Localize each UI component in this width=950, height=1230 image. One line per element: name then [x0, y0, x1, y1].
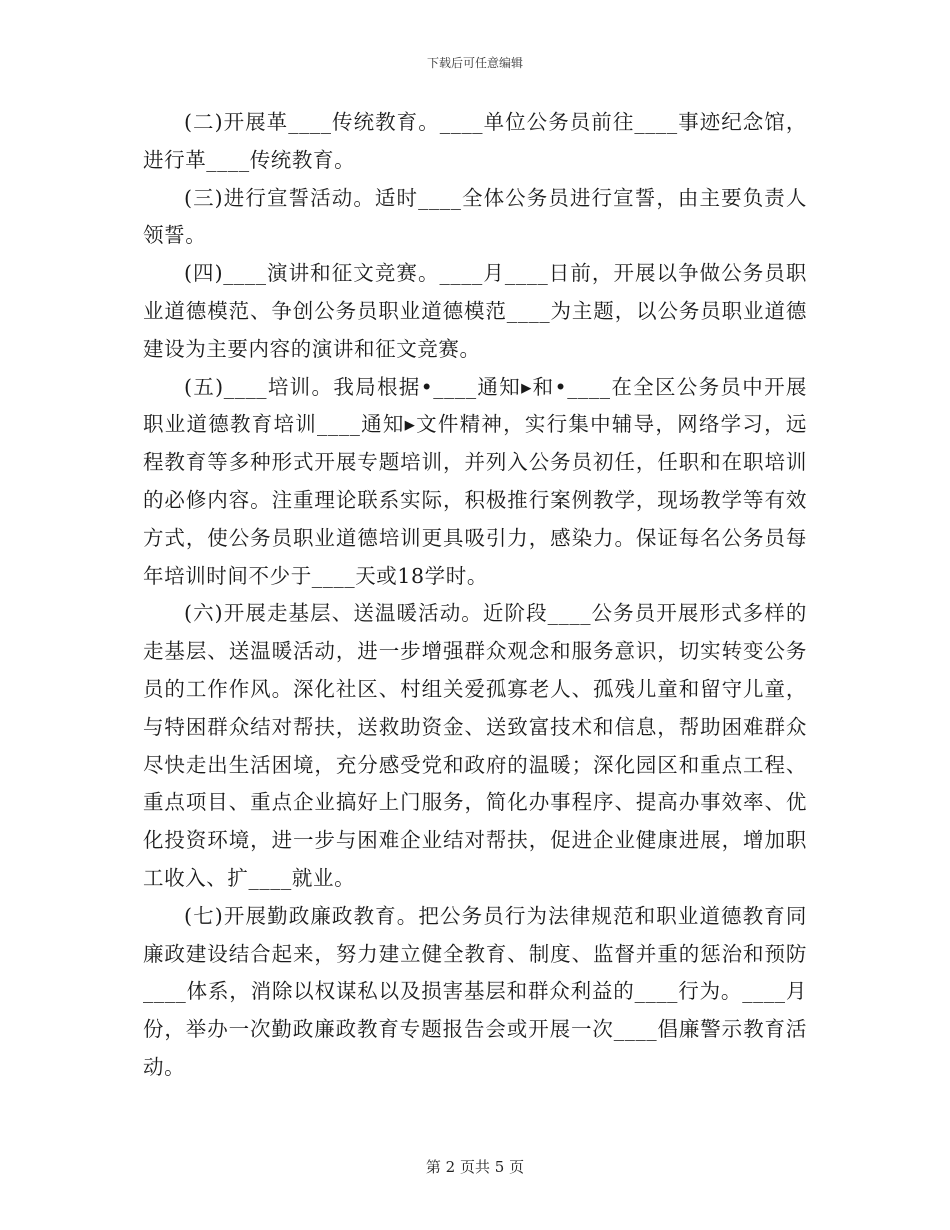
document-body — [143, 104, 807, 1087]
paragraph-3: (三)进行宣誓活动。适时____全体公务员进行宣誓，由主要负责人领誓。 — [143, 185, 807, 248]
paragraph-7: (七)开展勤政廉政教育。把公务员行为法律规范和职业道德教育同廉政建设结合起来，努力建立健全教育、制度、监督并重的惩治和预防____体系，消除以权谋私以及损害基层和群众利益的____行为。____月份，举办一次勤政廉政教育专题报告会或开展一次____倡廉警示教育活动。 — [143, 903, 807, 1079]
paragraph-4: (四)____演讲和征文竞赛。____月____日前，开展以争做公务员职业道德模范、争创公务员职业道德模范____为主题，以公务员职业道德建设为主要内容的演讲和征文竞赛。 — [143, 261, 807, 361]
paragraph-5: (五)____培训。我局根据•____通知▸和•____在全区公务员中开展职业道德教育培训____通知▸文件精神，实行集中辅导，网络学习，远程教育等多种形式开展专题培训，并列入公务员初任，任职和在职培训的必修内容。注重理论联系实际，积极推行案例教学，现场教学等有效方式，使公务员职业道德培训更具吸引力，感染力。保证每名公务员每年培训时间不少于____天或18学时。 — [143, 374, 807, 588]
page-footer: 第 2 页共 5 页 — [425, 1158, 525, 1176]
paragraph-6: (六)开展走基层、送温暖活动。近阶段____公务员开展形式多样的走基层、送温暖活动，进一步增强群众观念和服务意识，切实转变公务员的工作作风。深化社区、村组关爱孤寡老人、孤残儿童和留守儿童，与特困群众结对帮扶，送救助资金、送致富技术和信息，帮助困难群众尽快走出生活困境，充分感受党和政府的温暖；深化园区和重点工程、重点项目、重点企业搞好上门服务，简化办事程序、提高办事效率、优化投资环境，进一步与困难企业结对帮扶，促进企业健康进展，增加职工收入、扩____就业。 — [143, 601, 807, 890]
page-header: 下载后可任意编辑 — [426, 56, 523, 70]
paragraph-2: (二)开展革____传统教育。____单位公务员前往____事迹纪念馆，进行革____传统教育。 — [143, 110, 807, 172]
